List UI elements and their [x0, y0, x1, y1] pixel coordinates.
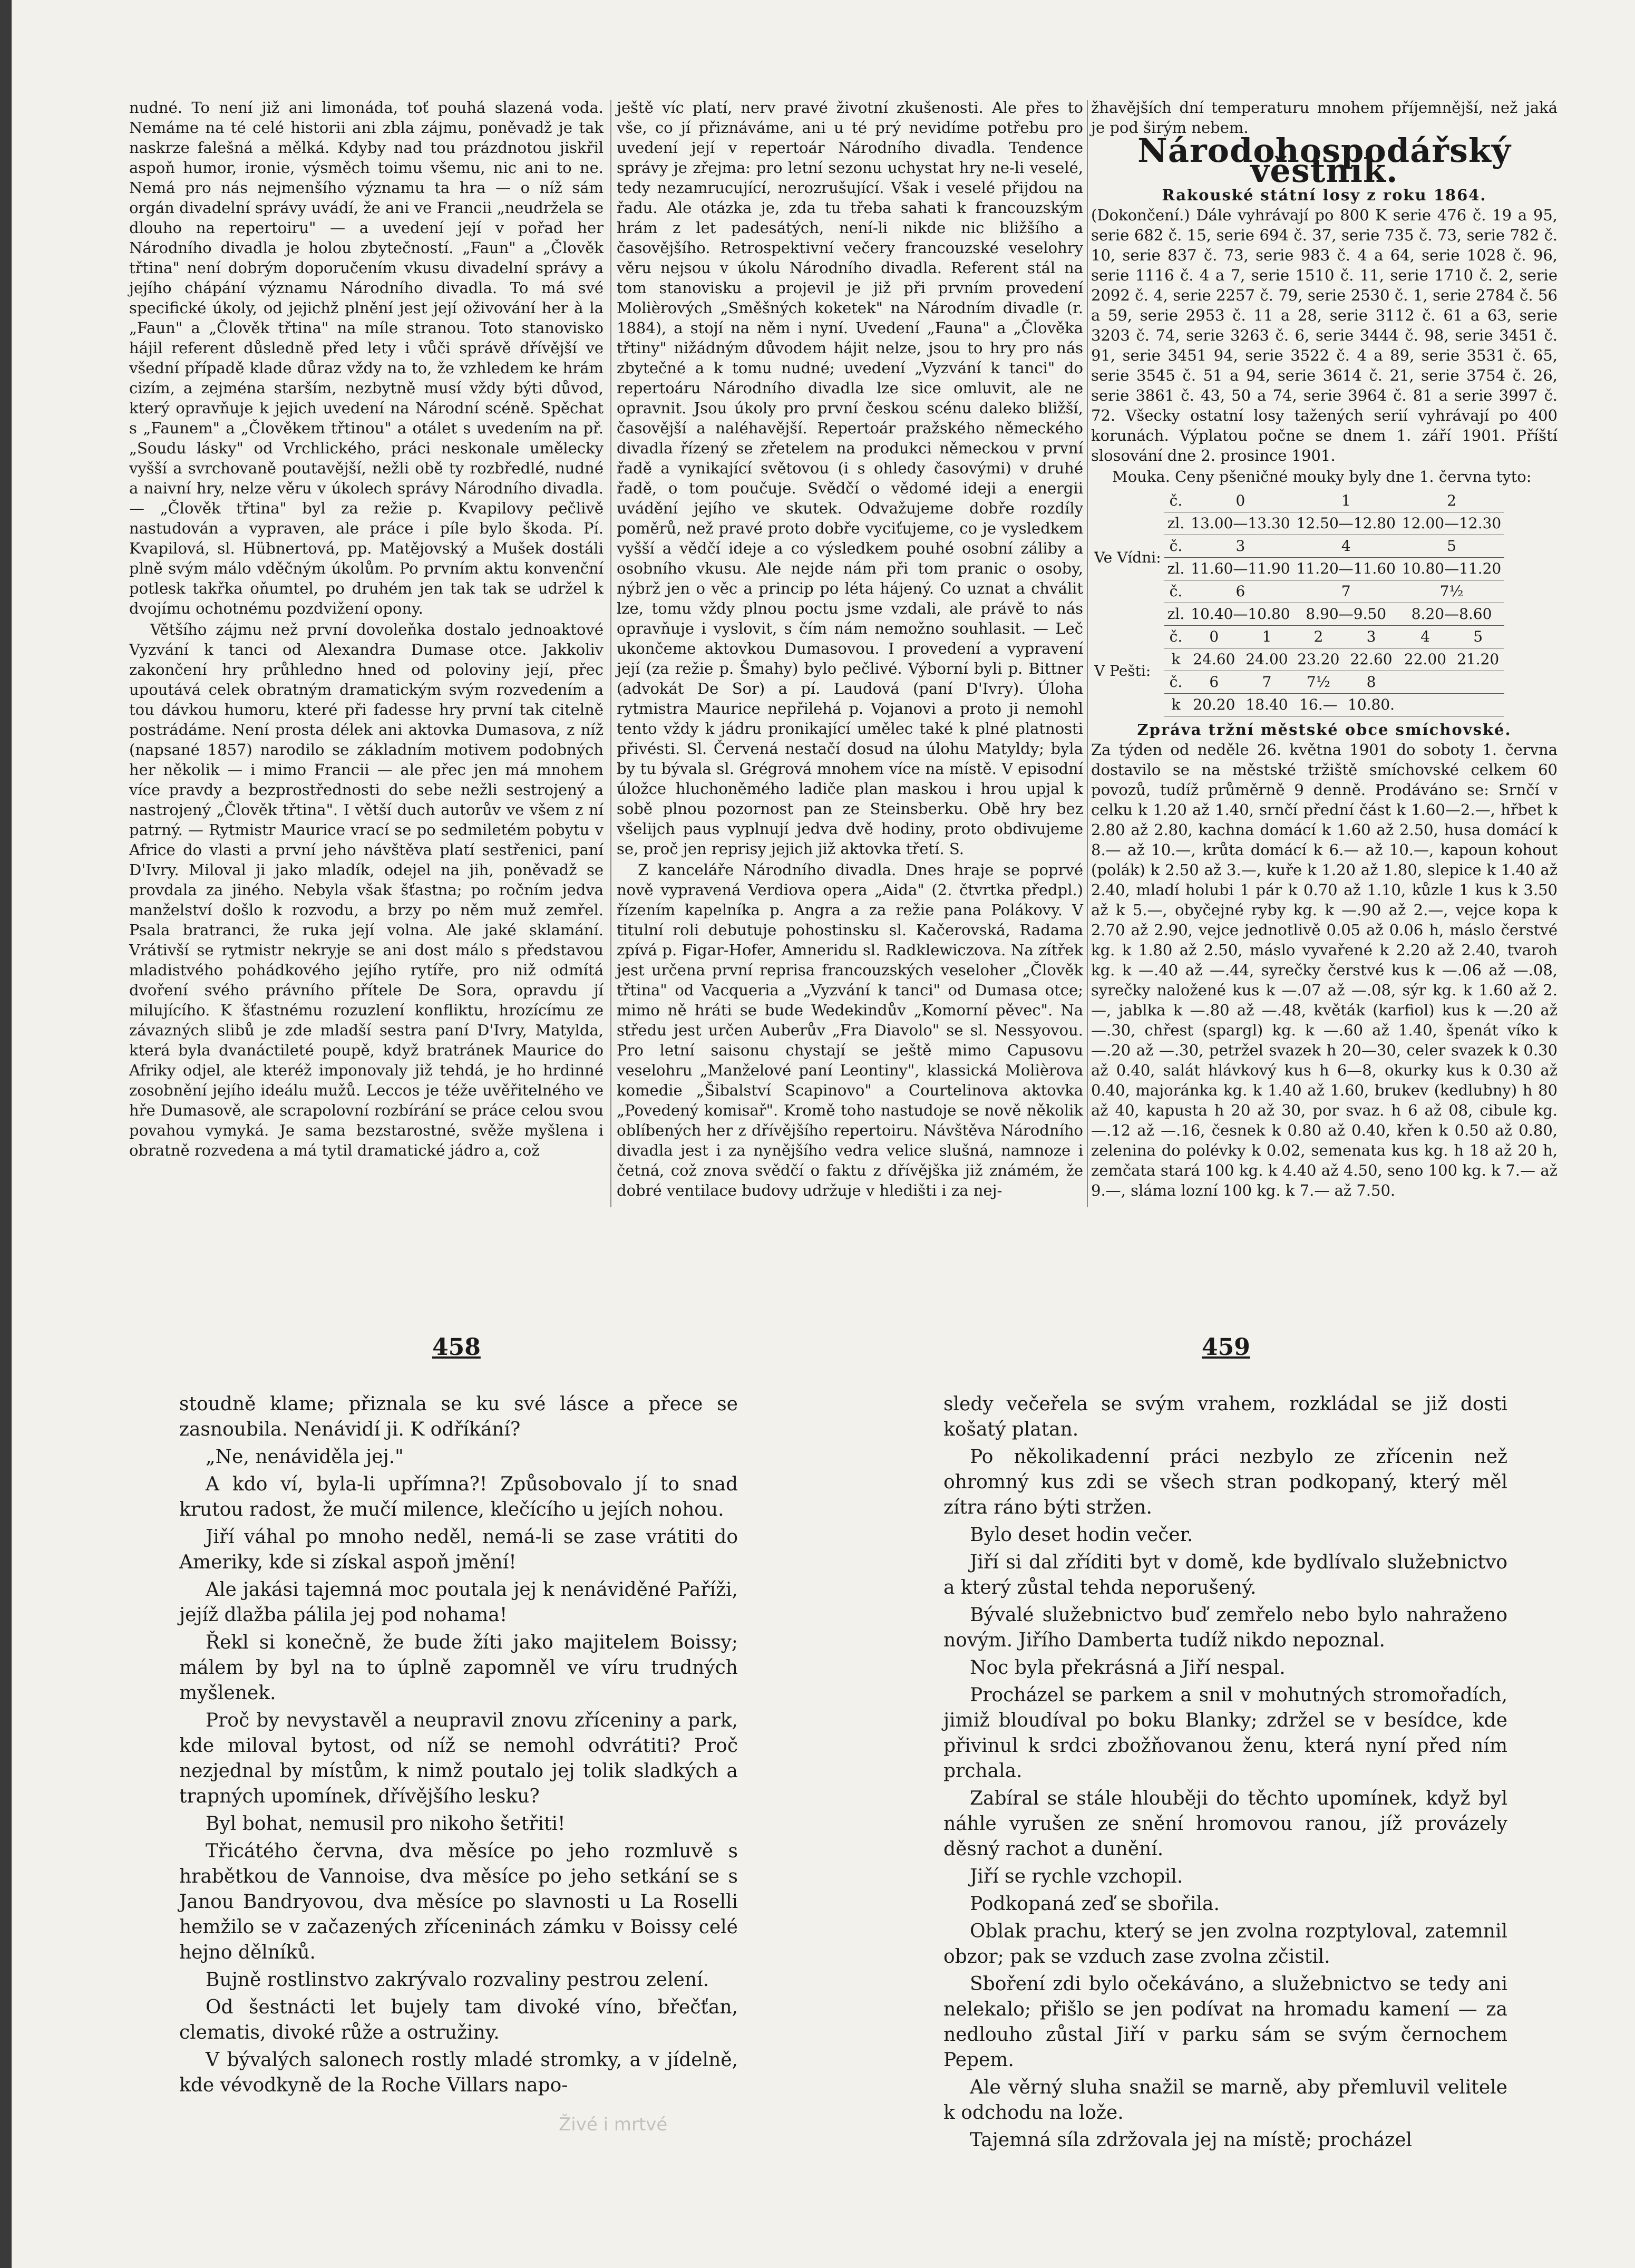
- table-cell: 11.20—11.60: [1293, 558, 1399, 580]
- table-cell: zl.: [1164, 558, 1188, 580]
- paragraph: Jiří váhal po mnoho neděl, nemá-li se zase vrátiti do Ameriky, kde si získal aspoň jmění!: [179, 1526, 738, 1573]
- paragraph: Mouka. Ceny pšeničné mouky byly dne 1. června tyto:: [1112, 468, 1532, 486]
- table-cell: 21.20: [1452, 648, 1504, 671]
- table-cell: 5: [1452, 626, 1504, 648]
- paragraph: nudné. To není již ani limonáda, toť pouhá slazená voda. Nemáme na té celé historii ani zbla zájmu, poněvadž je tak naskrze falešná a mělká. Kdyby nad tou prázdnotou jiskřil aspoň humor, ironie, výsměch toimu všemu, nic ani to ne. Nemá pro nás nejmenšího významu ta hra — o níž sám orgán divadelní správy uvádí, že ani ve Francii „neudržela se dlouho na repertoiru" — a uvedení její v pořad her Národního divadla je holou zbytečností. „Faun" a „Člověk třtina" není dobrým doporučením vkusu divadelní správy a jejího chápání významu Národního divadla. To má své specifické úkoly, od jejichž plnění jest její oživování her à la „Faun" a „Člověk třtina" na míle stranou. Toto stanovisko hájil referent důsledně před lety i vůči správě dřívější ve všední případě klade důraz vždy na to, že vzhledem ke hrám cizím, a zejména starším, nezbytně musí vždy býti důvod, který opravňuje k jejich uvedení na Národní scéně. Spěchat s „Faunem" a „Člověkem třtinou" a otálet s uvedením na př. „Soudu lásky" od Vrchlického, práci neskonale umělecky vyšší a svrchovaně poutavější, nežli obě ty rozbředlé, nudné a naivní hry, nelze věru v úkolech správy Národního divadla. — „Člověk třtina" byl za režie p. Kvapilovy pečlivě nastudován a vypraven, ale práce i píle bylo škoda. Pí. Kvapilová, sl. Hübnertová, pp. Matějovský a Mušek dostáli plně svým málo vděčným úkolům. Po prvním aktu konvenční potlesk takřka oňumtel, po druhém jen tak tak se udržel k dvojímu ochotnému pozdvižení opony.: [129, 99, 604, 617]
- table-cell: 7½: [1293, 671, 1344, 694]
- table-cell: 8.90—9.50: [1293, 603, 1399, 626]
- paragraph: Od šestnácti let bujely tam divoké víno, břečťan, clematis, divoké růže a ostružiny.: [179, 1996, 738, 2043]
- paragraph: Bujně rostlinstvo zakrývalo rozvaliny pestrou zelení.: [206, 1969, 709, 1991]
- column-middle: [617, 98, 1083, 1205]
- table-cell: 3: [1188, 535, 1293, 558]
- table-cell: [1452, 671, 1504, 694]
- table-cell: 3: [1344, 626, 1399, 648]
- paragraph: Procházel se parkem a snil v mohutných stromořadích, jimiž bloudíval po boku Blanky; zdržel se v besídce, kde přivinul k srdci zbožňovanou ženu, která nyní před ním prchala.: [943, 1684, 1507, 1782]
- table-cell: 11.60—11.90: [1188, 558, 1293, 580]
- table-cell: k: [1164, 694, 1188, 716]
- page-number-right: 459: [1202, 1334, 1250, 1361]
- table-cell: 4: [1293, 535, 1399, 558]
- table-cell: č.: [1164, 490, 1188, 512]
- paragraph: (Dokončení.) Dále vyhrávají po 800 K serie 476 č. 19 a 95, serie 682 č. 15, serie 694 č. 37, serie 735 č. 73, serie 782 č. 10, serie 837 č. 73, serie 983 č. 4 a 64, serie 1028 č. 96, serie 1116 č. 4 a 7, serie 1510 č. 11, serie 1710 č. 2, serie 2092 č. 4, serie 2257 č. 79, serie 2530 č. 1, serie 2784 č. 56 a 59, serie 2953 č. 11 a 28, serie 3112 č. 61 a 63, serie 3203 č. 74, serie 3263 č. 6, serie 3444 č. 98, serie 3451 č. 91, serie 3451 94, serie 3522 č. 4 a 89, serie 3531 č. 65, serie 3545 č. 51 a 94, serie 3614 č. 21, serie 3754 č. 26, serie 3861 č. 43, 50 a 74, serie 3964 č. 81 a serie 3997 č. 72. Všecky ostatní losy tažených serií vyhrávají po 400 korunách. Výplatou počne se dnem 1. září 1901. Příští slosování dne 2. prosince 1901.: [1091, 206, 1558, 464]
- paragraph: Z kanceláře Národního divadla. Dnes hraje se poprvé nově vypravená Verdiova opera „Aida" (2. čtvrtka předpl.) řízením kapelníka p. Angra a za režie pana Polákovy. V titulní roli debutuje pohostinsku sl. Kačerovská, Radama zpívá p. Figar-Hofer, Amneridu sl. Radklewiczova. Na zítřek jest určena první reprisa francouzských veseloher „Člověk třtina" od Vacqueria a „Vyzvání k tanci" od Dumasa otce; mimo ně hráti se bude Wedekindův „Komorní pěvec". Na středu jest určen Auberův „Fra Diavolo" se sl. Nessyovou. Pro letní saisonu chystají se ještě mimo Capusovu veselohru „Manželové paní Leontiny", klassická Molièrova komedie „Šibalství Scapinovo" a Courtelinova aktovka „Povedený komisař". Kromě toho nastudoje se nově několik oblíbených her z dřívějšího repertoiru. Návštěva Národního divadla jest i za nynějšího vedra velice slušná, namnoze i četná, což znova svědčí o faktu z dřívějška již známém, že dobré ventilace budovy udržuje v hledišti i za nej-: [617, 861, 1083, 1199]
- table-label: V Pešti:: [1094, 662, 1151, 680]
- table-cell: 8.20—8.60: [1399, 603, 1504, 626]
- paragraph: Po několikadenní práci nezbylo ze zřícenin než ohromný kus zdi se všech stran podkopaný, který měl zítra ráno býti stržen.: [943, 1446, 1507, 1518]
- paragraph: ještě víc platí, nerv pravé životní zkušenosti. Ale přes to vše, co jí přiznáváme, ani u té prý nevidíme potřebu pro uvedení její v repertoár Národního divadla. Tendence správy je zřejma: pro letní sezonu uchystat hry ne-li veselé, tedy nezamrucující, nerozrušující. Však i veselé přijdou na řadu. Ale otázka je, zda tu třeba sahati k francouzským hrám z let padesátých, není-li nikde nic bližšího a časovějšího. Retrospektivní večery francouzské veselohry věru nejsou v úkolu Národního divadla. Referent stál na tom stanovisku a projevil je již při prvním provedení Molièrových „Směšných koketek" na Národním divadle (r. 1884), a stojí na něm i nyní. Uvedení „Fauna" a „Člověka třtiny" nižádným důvodem hájit nelze, jsou to hry pro nás zbytečné a k tomu nudné; uvedení „Vyzvání k tanci" do repertoáru Národního divadla lze sice omluvit, ale ne opravnit. Jsou úkoly pro první českou scénu daleko bližší, časovější a naléhavější. Repertoár pražského německého divadla řízený se zřetelem na produkci německou v první řadě a vynikající světovou (i s ohledy časovými) v druhé řadě, o tom poučuje. Svědčí o vědomé ideji a energii uvádění jejího ve skutek. Odvažujeme dobře rozdíly poměrů, než pravé proto dobře vyciťujeme, co je vysledkem vyšší a vědčí ideje a co výsledkem pouhé osobní záliby a osobního vkusu. Ale nejde nám při tom pranic o osoby, nýbrž jen o věc a princip po léta hájený. Co uznat a chválit lze, tomu vždy plnou poctu jsme vzdali, ale právě to nás opravňuje i vyslovit, s čím nám nemožno souhlasit. — Leč ukončeme aktovkou Dumasovou. I provedení a vypravení její (za režie p. Šmahy) bylo pečlivé. Výborní byli p. Bittner (advokát De Sor) a pí. Laudová (paní D'Ivry). Úloha rytmistra Maurice nepřilehá p. Vojanovi a proto ji nemohl tento vždy k jádru pronikající umělec také k plné platnosti přivésti. Sl. Červená nestačí dosud na úlohu Matyldy; byla by tu bývala sl. Grégrová mnohem více na místě. V episodní úložce hluchoněmého ladiče plan maskou i hrou upjal k sobě plnou pozornost pan ze Steinsberku. Obě hry bez všelijch paus vyplnují jedva dvě hodiny, proto obdivujeme se, proč jen reprisy jejich již aktovka třetí. S.: [617, 99, 1083, 858]
- table-cell: 10.40—10.80: [1188, 603, 1293, 626]
- paragraph: stoudně klame; přiznala se ku své lásce a přece se zasnoubila. Nenávidí ji. K odříkání?: [179, 1393, 738, 1440]
- table-cell: 22.00: [1399, 648, 1452, 671]
- paragraph: Většího zájmu než první dovoleňka dostalo jednoaktové Vyzvání k tanci od Alexandra Dumase otce. Jakkoliv zakončení hry průhledno hned od poloviny její, přec upoutává celek obratným dramatickým svým rozvedením a tou dávkou humoru, které při fadesse hry první tak citelně postrádáme. Není prosta délek ani aktovka Dumasova, z níž (napsané 1857) narodilo se základním motivem podobných her několik — i mimo Francii — ale přec jen má mnohem více pravdy a bezprostřednosti do sebe nežli sestrojený a nastrojený „Člověk třtina". I větší duch autorův ve všem z ní patrný. — Rytmistr Maurice vrací se po sedmiletém pobytu v Africe do vlasti a první jeho návštěva platí sestřenici, paní D'Ivry. Miloval ji jako mladík, odejel na jih, poněvadž se provdala za jiného. Nebyla však šťastna; po ročním jedva manželství došlo k rozvodu, a brzy po něm muž zemřel. Psala bratranci, že ruka její volna. Ale jaké sklamání. Vrátivší se rytmistr nekryje se ani dost málo s představou mladistvého pohádkového jejího rytíře, pro niž odmítá dvoření svého právního přítele De Sora, opravdu jí milujícího. K šťastnému rozuzlení konfliktu, hrozícímu ze závazných slibů je zde mladší sestra paní D'Ivry, Matylda, která byla dvanáctileté poupě, když bratránek Maurice do Afriky odjel, ale kteréž imponovaly již tehdá, je ho hrdinné zosobnění jejího ideálu mužů. Leccos je téže uvěřitelného ve hře Dumasově, ale scrapolovní rozbírání se práce celou svou povahou vymyká. Je sama bezstarostné, svěže myšlena i obratně rozvedena a má tytil dramatické jádro a, což: [129, 621, 604, 1159]
- flour-price-table: [1091, 490, 1504, 716]
- paragraph: Bylo deset hodin večer.: [970, 1524, 1193, 1546]
- table-cell: 18.40: [1240, 694, 1293, 716]
- table-cell: 6: [1188, 671, 1240, 694]
- paragraph: V bývalých salonech rostly mladé stromky, a v jídelně, kde vévodkyně de la Roche Villars napo-: [179, 2049, 738, 2096]
- paragraph: Řekl si konečně, že bude žíti jako majitelem Boissy; málem by byl na to úplně zapomněl ve víru trudných myšlenek.: [179, 1632, 738, 1704]
- table-cell: 8: [1344, 671, 1399, 694]
- paragraph: Byl bohat, nemusil pro nikoho šetřiti!: [206, 1813, 566, 1835]
- table-cell: 22.60: [1344, 648, 1399, 671]
- table-cell: 4: [1399, 626, 1452, 648]
- paragraph: Zabíral se stále hlouběji do těchto upomínek, když byl náhle vyrušen ze snění hromovou ranou, jíž provázely děsný rachot a dunění.: [943, 1788, 1507, 1860]
- table-cell: 1: [1240, 626, 1293, 648]
- table-cell: 2: [1293, 626, 1344, 648]
- table-cell: [1399, 671, 1452, 694]
- table-cell: 2: [1399, 490, 1504, 512]
- column-left: [129, 98, 604, 1205]
- column-divider: [1087, 100, 1088, 1207]
- table-cell: č.: [1164, 580, 1188, 603]
- paragraph: „Ne, nenáviděla jej.": [206, 1446, 404, 1468]
- novel-column-left: [179, 1392, 738, 2096]
- table-cell: č.: [1164, 671, 1188, 694]
- section-heading: Národohospodářský věstník.: [1137, 131, 1511, 190]
- table-cell: 12.00—12.30: [1399, 512, 1504, 535]
- table-cell: 24.60: [1188, 648, 1240, 671]
- paragraph: Bývalé služebnictvo buď zemřelo nebo bylo nahraženo novým. Jiřího Damberta tudíž nikdo nepoznal.: [943, 1604, 1507, 1651]
- table-cell: k: [1164, 648, 1188, 671]
- paragraph: Jiří se rychle vzchopil.: [970, 1866, 1183, 1887]
- novel-column-right: [943, 1392, 1507, 2151]
- table-cell: 23.20: [1293, 648, 1344, 671]
- paragraph: Proč by nevystavěl a neupravil znovu zříceniny a park, kde miloval bytost, od níž se nemohl odvrátiti? Proč nezjednal by místům, k nimž poutalo jej tolik sladkých a trapných upomínek, dřívějšího lesku?: [179, 1710, 738, 1807]
- table-cell: 13.00—13.30: [1188, 512, 1293, 535]
- paragraph: Ale věrný sluha snažil se marně, aby přemluvil velitele k odchodu na lože.: [943, 2077, 1507, 2124]
- paragraph: Třicátého června, dva měsíce po jeho rozmluvě s hrabětkou de Vannoise, dva měsíce po jeho setkání se s Janou Bandryovou, dva měsíce po slavnosti u La Roselli hemžilo se v začazených zříceninách zámku v Boissy celé hejno dělníků.: [179, 1840, 738, 1963]
- paragraph: Podkopaná zeď se sbořila.: [970, 1893, 1220, 1915]
- paragraph: Sboření zdi bylo očekáváno, a služebnictvo se tedy ani nelekalo; přišlo se jen podívat na hromadu kamení — za nedlouho zůstal Jiří v parku sám se svým černochem Pepem.: [943, 1973, 1507, 2071]
- page-number-left: 458: [432, 1334, 481, 1361]
- column-right: [1091, 98, 1558, 1201]
- paragraph: žhavějších dní temperaturu mnohem příjemnější, než jaká je pod širým nebem.: [1091, 99, 1558, 137]
- table-cell: [1399, 694, 1452, 716]
- paragraph: Tajemná síla zdržovala jej na místě; procházel: [970, 2129, 1413, 2151]
- paragraph: Noc byla překrásná a Jiří nespal.: [970, 1657, 1286, 1679]
- paragraph: sledy večeřela se svým vrahem, rozkládal se již dosti košatý platan.: [943, 1393, 1507, 1440]
- table-cell: 20.20: [1188, 694, 1240, 716]
- paragraph: Za týden od neděle 26. května 1901 do soboty 1. června dostavilo se na městské tržiště smíchovské celkem 60 povozů, tudíž průměrně 9 denně. Prodáváno se: Srnčí v celku k 1.20 až 1.40, srnčí přední část k 1.60—2.—, hřbet k 2.80 až 2.80, kachna domácí k 1.60 až 2.50, husa domácí k 8.— až 10.—, krůta domácí k 6.— až 10.—, kapoun kohout (polák) k 2.50 až 3.—, kuře k 1.20 až 1.80, slepice k 1.40 až 2.40, mladí holubi 1 pár k 0.70 až 1.10, kůzle 1 kus k 3.50 až k 5.—, obyčejné ryby kg. k —.90 až 2.—, vejce kopa k 2.70 až 2.90, vejce jednotlivě 0.05 až 0.06 h, máslo čerstvé kg. k 1.80 až 2.50, máslo vyvařené k 2.20 až 2.40, tvaroh kg. k —.40 až —.44, syrečky čerstvé kus k —.06 až —.08, syrečky naložené kus k —.07 až —.08, sýr kg. k 1.60 až 2.—, jablka k —.80 až —.48, květák (karfiol) kus k —.20 až —.30, chřest (spargl) kg. k —.60 až 1.40, špenát víko k —.20 až —.30, petržel svazek h 20—30, celer svazek k 0.30 až 0.40, salát hlávkový kus h 6—8, okurky kus k 0.30 až 0.40, majoránka kg. k 1.40 až 1.60, brukev (kedlubny) h 80 až 40, kapusta h 20 až 30, por svaz. h 6 až 08, cibule kg. —.12 až —.16, česnek k 0.80 až 0.40, křen k 0.50 až 0.80, zelenina do polévky k 0.02, semenata kus kg. h 18 až 20 h, zemčata stará 100 kg. k 4.40 až 4.50, seno 100 kg. k 7.— až 9.—, sláma lozní 100 kg. k 7.— až 7.50.: [1091, 741, 1558, 1199]
- paragraph: Jiří si dal zříditi byt v domě, kde bydlívalo služebnictvo a který zůstal tehda neporušený.: [943, 1552, 1507, 1598]
- paragraph: A kdo ví, byla-li upřímna?! Způsobovalo jí to snad krutou radost, že mučí milence, klečícího u jejích nohou.: [179, 1474, 738, 1520]
- paragraph: Oblak prachu, který se jen zvolna rozptyloval, zatemnil obzor; pak se vzduch zase zvolna zčistil.: [943, 1921, 1507, 1967]
- table-cell: č.: [1164, 535, 1188, 558]
- table-cell: 10.80—11.20: [1399, 558, 1504, 580]
- column-divider: [610, 100, 611, 1207]
- table-cell: 0: [1188, 626, 1240, 648]
- table-cell: 1: [1293, 490, 1399, 512]
- table-cell: 0: [1188, 490, 1293, 512]
- table-cell: [1452, 694, 1504, 716]
- table-label: Ve Vídni:: [1094, 548, 1161, 566]
- subheading: Rakouské státní losy z roku 1864.: [1162, 186, 1487, 204]
- table-cell: 6: [1188, 580, 1293, 603]
- table-cell: zl.: [1164, 603, 1188, 626]
- table-cell: zl.: [1164, 512, 1188, 535]
- bleed-through-text: Živé i mrtvé: [559, 2114, 668, 2135]
- table-cell: 7½: [1399, 580, 1504, 603]
- table-cell: 12.50—12.80: [1293, 512, 1399, 535]
- table-cell: 7: [1240, 671, 1293, 694]
- table-cell: 10.80.: [1344, 694, 1399, 716]
- table-cell: 5: [1399, 535, 1504, 558]
- subheading: Zpráva tržní městské obce smíchovské.: [1137, 721, 1512, 739]
- scan-edge-shadow: [0, 0, 12, 2268]
- paragraph: Ale jakási tajemná moc poutala jej k nenáviděné Paříži, jejíž dlažba pálila jej pod nohama!: [179, 1579, 738, 1626]
- table-cell: 24.00: [1240, 648, 1293, 671]
- table-cell: č.: [1164, 626, 1188, 648]
- table-cell: 16.—: [1293, 694, 1344, 716]
- table-cell: 7: [1293, 580, 1399, 603]
